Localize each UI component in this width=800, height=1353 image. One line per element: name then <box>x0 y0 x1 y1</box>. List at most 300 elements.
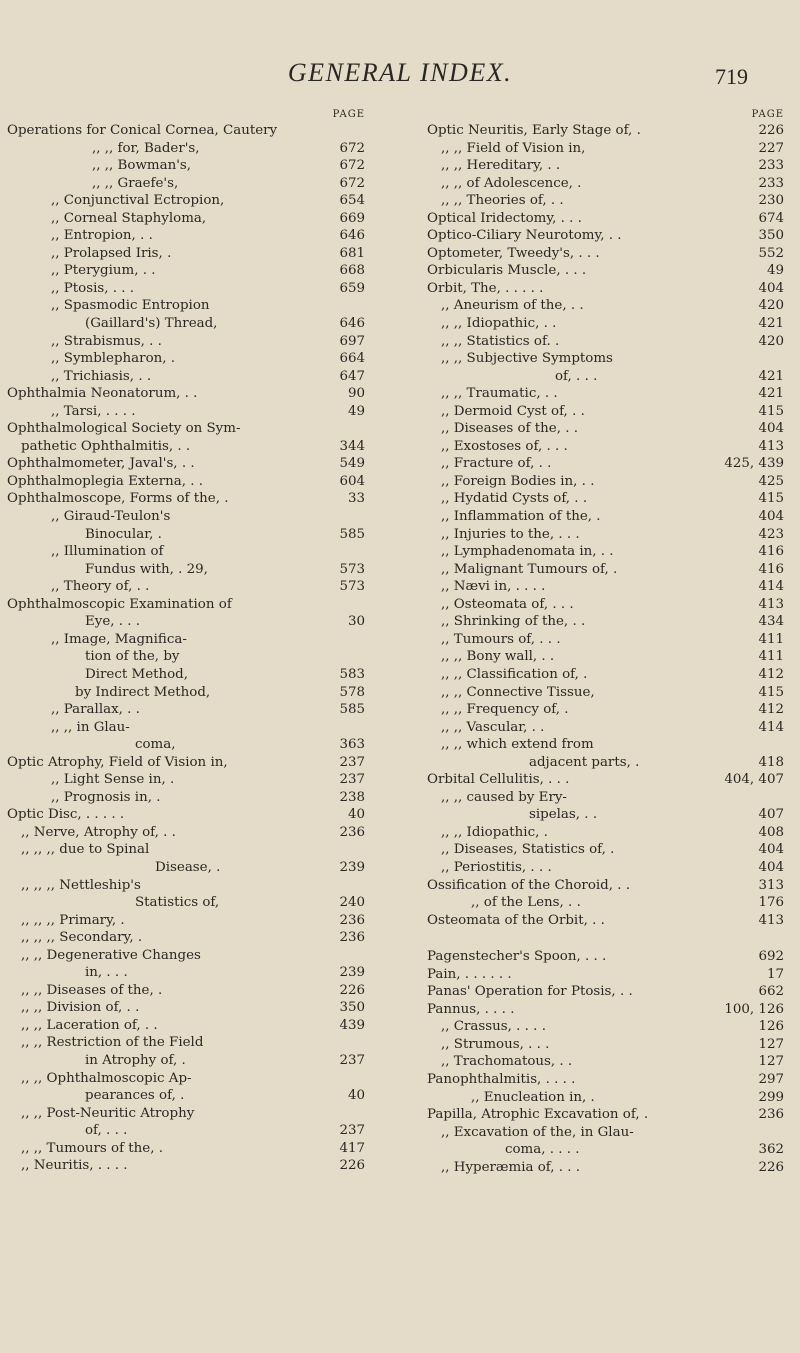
entry-page-ref <box>329 947 365 965</box>
entry-text: ,, ,, Connective Tissue, <box>441 684 595 700</box>
entry-text: ,, ,, Degenerative Changes <box>21 947 201 963</box>
index-entry <box>427 385 784 403</box>
page-column-label: PAGE <box>751 109 784 120</box>
entry-page-ref <box>329 631 365 649</box>
index-entry <box>427 210 784 228</box>
entry-text: ,, Tarsi, . . . . <box>51 403 136 419</box>
running-title: GENERAL INDEX. <box>287 58 513 87</box>
entry-text: ,, ,, Ophthalmoscopic Ap- <box>21 1070 192 1086</box>
entry-page-ref: 297 <box>758 1071 784 1087</box>
entry-page-ref: 417 <box>339 1140 365 1156</box>
index-entry <box>427 789 784 807</box>
index-entry <box>427 719 784 737</box>
entry-text: by Indirect Method, <box>75 684 211 700</box>
entry-page-ref: 414 <box>758 719 784 735</box>
index-entry <box>7 631 365 649</box>
entry-page-ref: 233 <box>758 175 784 191</box>
entry-page-ref: 647 <box>339 368 365 384</box>
entry-page-ref: 299 <box>758 1089 784 1105</box>
entry-text: ,, ,, Bowman's, <box>92 158 192 174</box>
entry-page-ref: 416 <box>758 561 784 577</box>
entry-page-ref: 681 <box>339 245 365 261</box>
index-entry <box>7 227 365 245</box>
index-entry <box>427 1071 784 1089</box>
entry-page-ref: 421 <box>758 386 784 402</box>
entry-text: ,, ,, Post-Neuritic Atrophy <box>21 1105 195 1121</box>
index-entry <box>7 841 365 859</box>
entry-text: ,, Prognosis in, . <box>51 789 161 805</box>
entry-page-ref <box>329 1070 365 1088</box>
entry-text: ,, Inflammation of the, . <box>441 509 601 525</box>
entry-text: ,, Nævi in, . . . . <box>441 579 546 595</box>
entry-text: Pain, . . . . . . <box>427 966 512 982</box>
entry-page-ref: 664 <box>339 351 365 367</box>
index-entry <box>427 684 784 702</box>
index-entry <box>427 561 784 579</box>
entry-text: ,, Light Sense in, . <box>51 772 175 788</box>
entry-text: ,, Dermoid Cyst of, . . <box>441 403 585 419</box>
entry-text: ,, of the Lens, . . <box>471 895 581 911</box>
entry-page-ref: 237 <box>339 1052 365 1068</box>
entry-text: Panas' Operation for Ptosis, . . <box>427 984 633 1000</box>
entry-text: ,, Theory of, . . <box>51 579 150 595</box>
index-entry <box>7 824 365 842</box>
entry-text: ,, Foreign Bodies in, . . <box>441 473 595 489</box>
index-entry <box>427 1001 784 1019</box>
entry-text: Binocular, . <box>85 526 162 542</box>
index-entry <box>7 561 365 579</box>
index-entry <box>427 315 784 333</box>
index-entry <box>427 438 784 456</box>
entry-page-ref: 100, 126 <box>724 1001 784 1017</box>
entry-text: Ophthalmoplegia Externa, . . <box>7 473 204 489</box>
entry-text: ,, ,, Bony wall, . . <box>441 649 555 665</box>
index-column-left <box>7 108 365 1175</box>
entry-text: Statistics of, <box>135 895 220 911</box>
entry-text: ,, ,, which extend from <box>441 737 594 753</box>
entry-page-ref: 659 <box>339 280 365 296</box>
entry-page-ref: 226 <box>339 1158 365 1174</box>
entry-page-ref: 226 <box>339 982 365 998</box>
index-entry <box>427 333 784 351</box>
entry-text: ,, ,, Idiopathic, . <box>441 824 548 840</box>
entry-page-ref: 423 <box>758 526 784 542</box>
entry-text: ,, Diseases of the, . . <box>441 421 578 437</box>
entry-page-ref: 411 <box>758 649 784 665</box>
entry-text: Papilla, Atrophic Excavation of, . <box>427 1107 649 1123</box>
entry-page-ref <box>748 350 784 368</box>
index-entry <box>7 596 365 614</box>
index-entry <box>427 771 784 789</box>
entry-text: ,, Entropion, . . <box>51 228 153 244</box>
entry-text: ,, Trachomatous, . . <box>441 1054 573 1070</box>
entry-text: Eye, . . . <box>85 614 141 630</box>
index-entry <box>7 578 365 596</box>
entry-page-ref: 237 <box>339 1123 365 1139</box>
entry-page-ref: 236 <box>758 1107 784 1123</box>
index-entry <box>7 613 365 631</box>
entry-page-ref: 408 <box>758 824 784 840</box>
index-entry <box>427 736 784 754</box>
entry-text: ,, Lymphadenomata in, . . <box>441 544 614 560</box>
index-entry <box>427 1159 784 1177</box>
index-entry <box>427 1141 784 1159</box>
entry-text: Osteomata of the Orbit, . . <box>427 912 605 928</box>
index-entry <box>7 806 365 824</box>
index-entry <box>427 350 784 368</box>
entry-text: ,, ,, ,, Secondary, . <box>21 930 143 946</box>
entry-page-ref: 30 <box>347 614 365 630</box>
index-entry <box>7 999 365 1017</box>
entry-page-ref: 230 <box>758 193 784 209</box>
entry-text: ,, Malignant Tumours of, . <box>441 561 618 577</box>
entry-page-ref <box>329 508 365 526</box>
entry-text: pathetic Ophthalmitis, . . <box>21 438 191 454</box>
entry-page-ref: 49 <box>766 263 784 279</box>
entry-page-ref: 421 <box>758 316 784 332</box>
entry-page-ref: 672 <box>339 175 365 191</box>
entry-page-ref: 583 <box>339 666 365 682</box>
page-number: 719 <box>715 64 748 89</box>
index-entry <box>7 1157 365 1175</box>
entry-text: ,, ,, of Adolescence, . <box>441 175 582 191</box>
index-entry <box>7 1087 365 1105</box>
entry-page-ref: 344 <box>339 438 365 454</box>
entry-text: ,, Symblepharon, . <box>51 351 176 367</box>
entry-text: ,, ,, Hereditary, . . <box>441 158 561 174</box>
entry-page-ref: 313 <box>758 877 784 893</box>
index-entry <box>7 385 365 403</box>
entry-text: (Gaillard's) Thread, <box>85 316 218 332</box>
index-entry <box>7 684 365 702</box>
entry-text: Disease, . <box>155 859 221 875</box>
entry-page-ref <box>748 736 784 754</box>
entry-page-ref: 578 <box>339 684 365 700</box>
entry-page-ref: 126 <box>758 1019 784 1035</box>
index-entry <box>7 526 365 544</box>
entry-page-ref: 236 <box>339 824 365 840</box>
index-entry <box>7 1017 365 1035</box>
entry-page-ref: 414 <box>758 579 784 595</box>
index-entry <box>427 912 784 930</box>
entry-text: ,, Shrinking of the, . . <box>441 614 586 630</box>
index-entry <box>7 701 365 719</box>
index-entry <box>7 1070 365 1088</box>
entry-text: Optic Disc, . . . . . <box>7 807 125 823</box>
entry-text: ,, ,, Idiopathic, . . <box>441 316 557 332</box>
entry-text: ,, ,, caused by Ery- <box>441 789 567 805</box>
entry-text: adjacent parts, . <box>529 754 640 770</box>
index-entry <box>427 966 784 984</box>
entry-page-ref: 646 <box>339 228 365 244</box>
entry-text: ,, Trichiasis, . . <box>51 368 152 384</box>
index-entry <box>7 420 365 438</box>
index-entry <box>427 877 784 895</box>
index-entry <box>427 262 784 280</box>
index-entry <box>427 227 784 245</box>
entry-text: Ophthalmoscope, Forms of the, . <box>7 491 229 507</box>
entry-text: ,, Hyperæmia of, . . . <box>441 1159 581 1175</box>
entry-page-ref: 415 <box>758 684 784 700</box>
entry-text: Ophthalmological Society on Sym- <box>7 421 241 437</box>
entry-page-ref <box>329 1105 365 1123</box>
entry-page-ref: 350 <box>339 1000 365 1016</box>
entry-page-ref: 226 <box>758 1159 784 1175</box>
entry-text: ,, Hydatid Cysts of, . . <box>441 491 588 507</box>
entry-page-ref: 425 <box>758 473 784 489</box>
index-entry <box>7 455 365 473</box>
index-entry <box>427 543 784 561</box>
entry-text: Ossification of the Choroid, . . <box>427 877 631 893</box>
entry-page-ref <box>329 841 365 859</box>
entry-page-ref: 176 <box>758 895 784 911</box>
entry-text: ,, Giraud-Teulon's <box>51 509 171 525</box>
page-header <box>0 58 800 98</box>
entry-text: ,, ,, Field of Vision in, <box>441 140 586 156</box>
entry-text: ,, Exostoses of, . . . <box>441 438 568 454</box>
entry-text: ,, Neuritis, . . . . <box>21 1158 128 1174</box>
entry-text: ,, ,, Graefe's, <box>92 175 179 191</box>
entry-text: in Atrophy of, . <box>85 1052 186 1068</box>
entry-page-ref: 237 <box>339 754 365 770</box>
index-entry <box>7 175 365 193</box>
index-entry <box>7 543 365 561</box>
entry-text: Optic Atrophy, Field of Vision in, <box>7 754 228 770</box>
index-entry <box>7 859 365 877</box>
entry-page-ref: 33 <box>347 491 365 507</box>
entry-page-ref: 233 <box>758 158 784 174</box>
entry-text: ,, ,, Laceration of, . . <box>21 1017 158 1033</box>
entry-page-ref: 674 <box>758 210 784 226</box>
entry-page-ref: 362 <box>758 1142 784 1158</box>
entry-text: ,, ,, Restriction of the Field <box>21 1035 204 1051</box>
entry-text: coma, . . . . <box>505 1142 580 1158</box>
entry-text: Pannus, . . . . <box>427 1001 515 1017</box>
index-entry <box>7 912 365 930</box>
entry-page-ref: 573 <box>339 561 365 577</box>
entry-text: ,, Pterygium, . . <box>51 263 156 279</box>
index-entry <box>7 719 365 737</box>
entry-text: ,, Enucleation in, . <box>471 1089 595 1105</box>
entry-text: Direct Method, <box>85 666 189 682</box>
entry-page-ref <box>329 543 365 561</box>
entry-page-ref: 411 <box>758 631 784 647</box>
entry-text: Pagenstecher's Spoon, . . . <box>427 949 607 965</box>
entry-page-ref: 552 <box>758 245 784 261</box>
index-entry <box>7 964 365 982</box>
entry-text: ,, Nerve, Atrophy of, . . <box>21 824 176 840</box>
index-entry <box>427 140 784 158</box>
entry-text: tion of the, by <box>85 649 180 665</box>
index-entry <box>7 894 365 912</box>
entry-page-ref: 404 <box>758 421 784 437</box>
entry-page-ref <box>748 789 784 807</box>
index-entry <box>427 280 784 298</box>
index-entry <box>7 877 365 895</box>
entry-page-ref: 549 <box>339 456 365 472</box>
entry-page-ref: 40 <box>347 1088 365 1104</box>
index-entry <box>427 1018 784 1036</box>
entry-page-ref: 407 <box>758 807 784 823</box>
entry-text: ,, ,, Classification of, . <box>441 666 588 682</box>
index-entry <box>7 315 365 333</box>
entry-text: in, . . . <box>85 965 128 981</box>
entry-page-ref: 413 <box>758 912 784 928</box>
entry-page-ref <box>329 877 365 895</box>
index-entry <box>427 701 784 719</box>
index-entry <box>7 473 365 491</box>
index-entry <box>7 333 365 351</box>
index-entry <box>7 438 365 456</box>
entry-text: ,, ,, ,, Nettleship's <box>21 877 141 893</box>
entry-text: ,, Crassus, . . . . <box>441 1019 546 1035</box>
entry-text: ,, ,, Division of, . . <box>21 1000 140 1016</box>
entry-page-ref: 421 <box>758 368 784 384</box>
index-entry <box>7 789 365 807</box>
entry-text: ,, Parallax, . . <box>51 702 140 718</box>
index-entry <box>427 192 784 210</box>
entry-text: ,, ,, Subjective Symptoms <box>441 351 613 367</box>
entry-page-ref: 672 <box>339 140 365 156</box>
entry-page-ref: 415 <box>758 491 784 507</box>
entry-text: ,, ,, Statistics of. . <box>441 333 560 349</box>
index-entry <box>427 508 784 526</box>
entry-page-ref: 573 <box>339 579 365 595</box>
entry-text: ,, ,, for, Bader's, <box>92 140 200 156</box>
entry-text: ,, Osteomata of, . . . <box>441 596 574 612</box>
entry-page-ref: 425, 439 <box>724 456 784 472</box>
entry-page-ref: 646 <box>339 316 365 332</box>
entry-page-ref <box>329 648 365 666</box>
entry-page-ref <box>329 1034 365 1052</box>
entry-page-ref: 585 <box>339 526 365 542</box>
index-entry <box>7 1122 365 1140</box>
index-entry <box>7 1140 365 1158</box>
entry-text: ,, Injuries to the, . . . <box>441 526 580 542</box>
index-entry <box>427 613 784 631</box>
entry-page-ref <box>329 122 365 140</box>
index-entry <box>7 262 365 280</box>
entry-text: ,, ,, Theories of, . . <box>441 193 564 209</box>
index-entry <box>427 175 784 193</box>
index-entry <box>427 368 784 386</box>
index-entry <box>7 280 365 298</box>
index-entry <box>427 1089 784 1107</box>
entry-text: ,, ,, Tumours of the, . <box>21 1140 163 1156</box>
entry-text: ,, Strabismus, . . <box>51 333 162 349</box>
entry-page-ref: 654 <box>339 193 365 209</box>
index-entry <box>427 473 784 491</box>
entry-page-ref: 127 <box>758 1054 784 1070</box>
entry-text: coma, <box>135 737 176 753</box>
page-column-label: PAGE <box>332 109 365 120</box>
index-entry <box>427 754 784 772</box>
index-entry <box>7 982 365 1000</box>
entry-page-ref: 434 <box>758 614 784 630</box>
index-entry <box>427 490 784 508</box>
index-entry <box>427 1036 784 1054</box>
entry-page-ref: 49 <box>347 403 365 419</box>
entry-text: ,, Diseases, Statistics of, . <box>441 842 615 858</box>
index-entry <box>427 841 784 859</box>
entry-text: Ophthalmoscopic Examination of <box>7 596 232 612</box>
entry-text: ,, Corneal Staphyloma, <box>51 210 207 226</box>
index-entry <box>427 666 784 684</box>
entry-text: ,, Strumous, . . . <box>441 1036 550 1052</box>
index-entry <box>427 596 784 614</box>
entry-text: Fundus with, . 29, <box>85 561 208 577</box>
entry-page-ref: 226 <box>758 123 784 138</box>
entry-page-ref: 363 <box>339 737 365 753</box>
index-entry <box>427 983 784 1001</box>
entry-text: Ophthalmometer, Javal's, . . <box>7 456 195 472</box>
entry-text: Optic Neuritis, Early Stage of, . <box>427 123 641 138</box>
entry-text: ,, Periostitis, . . . <box>441 859 552 875</box>
entry-text: ,, Prolapsed Iris, . <box>51 245 172 261</box>
index-entry <box>427 122 784 140</box>
entry-page-ref: 404 <box>758 509 784 525</box>
entry-page-ref: 404 <box>758 280 784 296</box>
entry-page-ref: 697 <box>339 333 365 349</box>
entry-page-ref: 439 <box>339 1017 365 1033</box>
entry-page-ref: 17 <box>766 966 784 982</box>
entry-page-ref: 236 <box>339 930 365 946</box>
index-entry <box>7 666 365 684</box>
index-entry <box>427 1124 784 1142</box>
entry-text: ,, Fracture of, . . <box>441 456 552 472</box>
index-entry <box>7 771 365 789</box>
entry-page-ref: 413 <box>758 438 784 454</box>
entry-page-ref: 238 <box>339 789 365 805</box>
entry-text: Optical Iridectomy, . . . <box>427 210 582 226</box>
entry-page-ref: 669 <box>339 210 365 226</box>
entry-text: Operations for Conical Cornea, Cautery <box>7 123 278 138</box>
entry-page-ref: 127 <box>758 1036 784 1052</box>
index-entry <box>427 578 784 596</box>
index-entry <box>427 403 784 421</box>
index-entry <box>7 297 365 315</box>
entry-page-ref: 236 <box>339 912 365 928</box>
index-entry <box>7 157 365 175</box>
index-entry <box>427 455 784 473</box>
index-column-right <box>427 108 784 1176</box>
entry-page-ref: 416 <box>758 544 784 560</box>
entry-text: ,, ,, ,, due to Spinal <box>21 842 150 858</box>
entry-text: ,, ,, Frequency of, . <box>441 702 569 718</box>
entry-page-ref <box>329 297 365 315</box>
entry-page-ref: 404, 407 <box>724 772 784 788</box>
entry-page-ref: 412 <box>758 666 784 682</box>
index-entry <box>7 648 365 666</box>
index-entry <box>7 210 365 228</box>
index-entry <box>427 1053 784 1071</box>
entry-page-ref: 672 <box>339 158 365 174</box>
entry-text: ,, ,, Traumatic, . . <box>441 386 558 402</box>
entry-page-ref: 239 <box>339 859 365 875</box>
entry-page-ref: 412 <box>758 702 784 718</box>
index-entry <box>427 894 784 912</box>
entry-page-ref: 420 <box>758 333 784 349</box>
index-entry <box>7 947 365 965</box>
entry-page-ref: 692 <box>758 949 784 965</box>
index-entry <box>427 948 784 966</box>
entry-text: Panophthalmitis, . . . . <box>427 1071 576 1087</box>
entry-page-ref: 413 <box>758 596 784 612</box>
entry-page-ref <box>748 1124 784 1142</box>
entry-text: ,, Ptosis, . . . <box>51 280 135 296</box>
entry-page-ref: 418 <box>758 754 784 770</box>
index-entry <box>7 403 365 421</box>
